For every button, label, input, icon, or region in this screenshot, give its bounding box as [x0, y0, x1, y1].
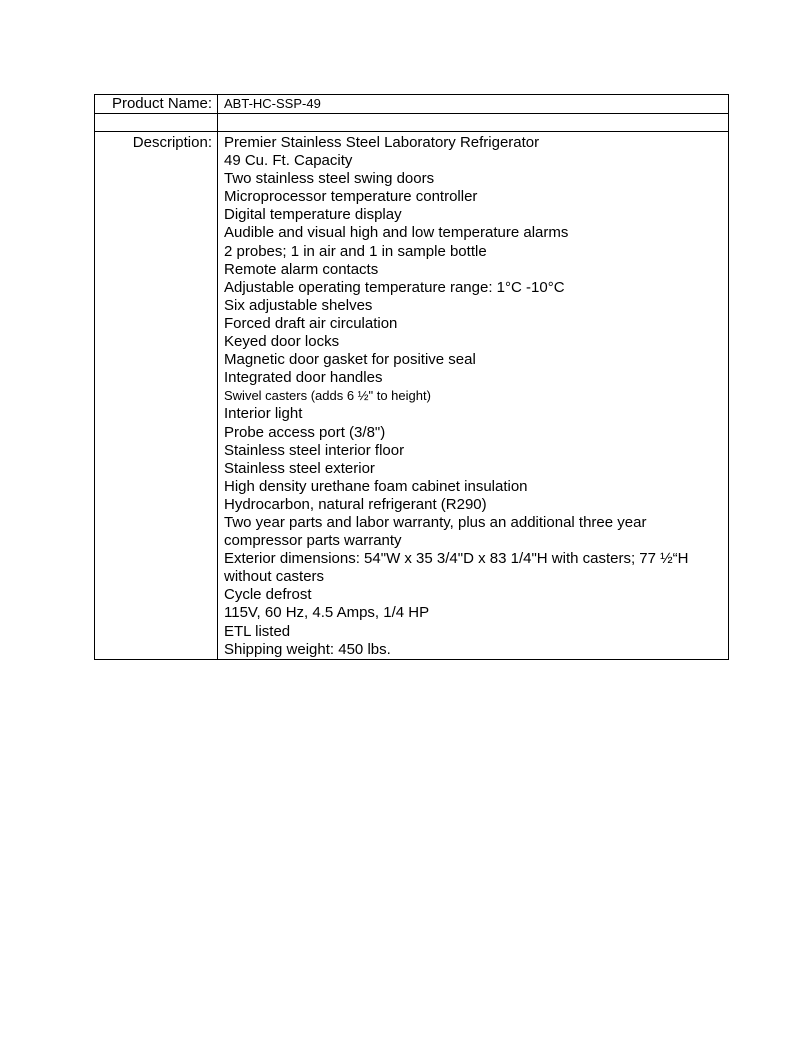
description-line: Adjustable operating temperature range: 1°C -10°C: [224, 278, 565, 296]
description-line: Stainless steel exterior: [224, 459, 375, 477]
description-line: Stainless steel interior floor: [224, 441, 405, 459]
blank-row: [95, 114, 729, 132]
description-line: Microprocessor temperature controller: [224, 188, 478, 206]
description-line: Interior light: [224, 405, 303, 423]
blank-label-cell: [95, 114, 218, 132]
description-line: Hydrocarbon, natural refrigerant (R290): [224, 495, 487, 513]
description-value: [218, 132, 729, 660]
blank-value-cell: [218, 114, 729, 132]
product-name-label: Product Name:: [95, 95, 218, 114]
description-line: Shipping weight: 450 lbs.: [224, 640, 391, 658]
description-line: Six adjustable shelves: [224, 296, 373, 314]
description-line: Integrated door handles: [224, 369, 383, 387]
description-line: Swivel casters (adds 6 ½" to height): [224, 388, 431, 404]
description-line: Audible and visual high and low temperature alarms: [224, 224, 569, 242]
description-line: 2 probes; 1 in air and 1 in sample bottle: [224, 242, 487, 260]
description-line: Two year parts and labor warranty, plus an additional three year: [224, 513, 647, 531]
description-line: High density urethane foam cabinet insulation: [224, 477, 528, 495]
description-line: 115V, 60 Hz, 4.5 Amps, 1/4 HP: [224, 604, 430, 622]
description-line: Premier Stainless Steel Laboratory Refrigerator: [224, 134, 540, 151]
description-line: ETL listed: [224, 622, 291, 640]
description-line: 49 Cu. Ft. Capacity: [224, 152, 353, 170]
description-line: Forced draft air circulation: [224, 314, 398, 332]
product-spec-table: [94, 94, 729, 660]
description-line: compressor parts warranty: [224, 532, 402, 550]
description-line: without casters: [224, 568, 325, 586]
product-name-value: ABT-HC-SSP-49: [218, 95, 729, 114]
description-line: Keyed door locks: [224, 333, 340, 351]
description-line: Remote alarm contacts: [224, 260, 379, 278]
product-name-row: [95, 95, 729, 114]
description-line: Two stainless steel swing doors: [224, 170, 435, 188]
description-line: Magnetic door gasket for positive seal: [224, 351, 476, 369]
description-line: Digital temperature display: [224, 206, 402, 224]
description-list: [224, 132, 728, 659]
description-label: Description:: [95, 132, 218, 660]
description-line: Probe access port (3/8"): [224, 423, 386, 441]
description-line: Cycle defrost: [224, 586, 312, 604]
description-row: [95, 132, 729, 660]
description-line: Exterior dimensions: 54"W x 35 3/4"D x 83 1/4"H with casters; 77 ½“H: [224, 550, 689, 568]
